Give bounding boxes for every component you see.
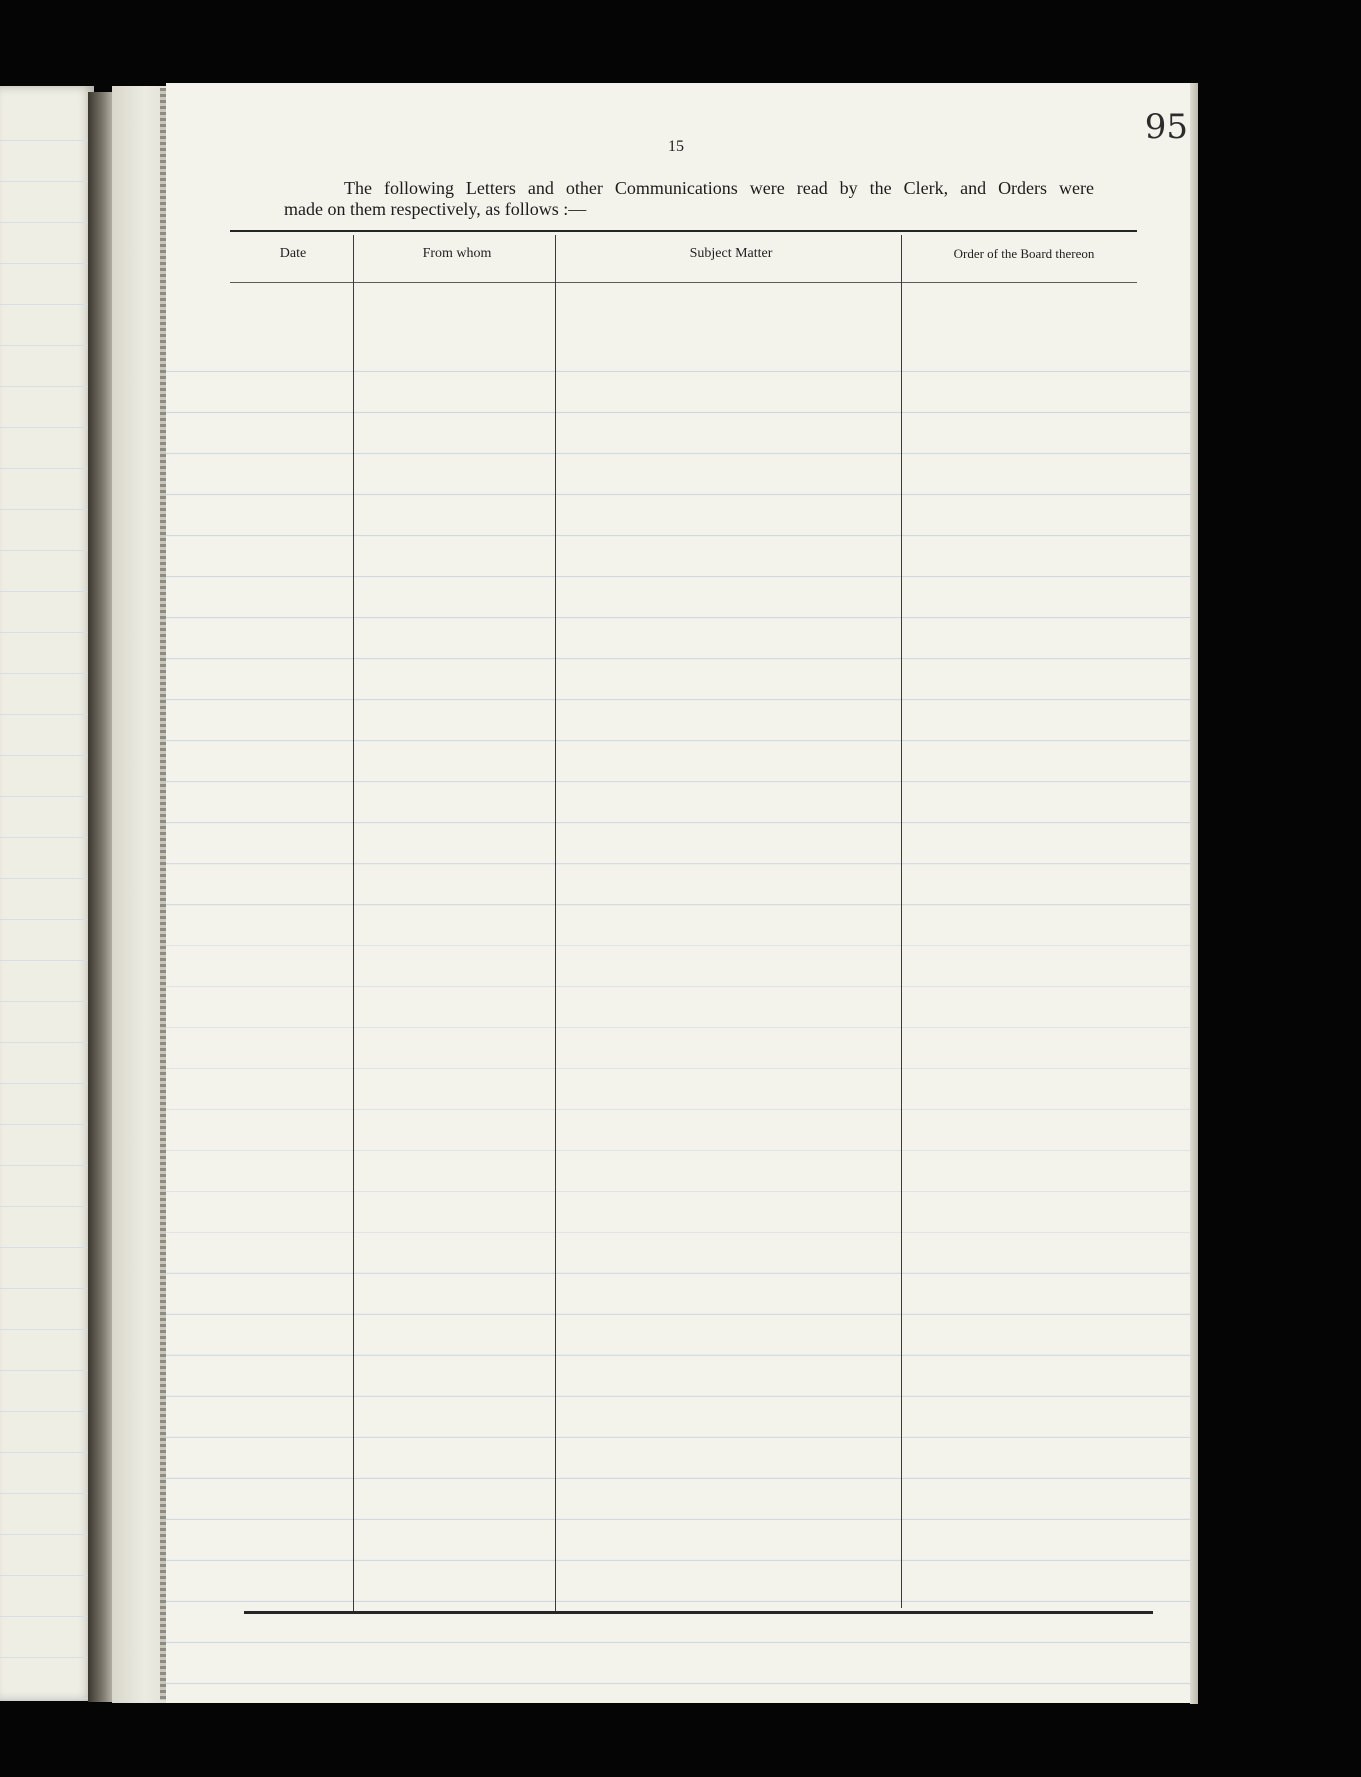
book-gutter (88, 92, 114, 1702)
column-header-date: Date (279, 246, 307, 261)
left-page (0, 86, 94, 1701)
column-header-subject-matter: Subject Matter (689, 246, 773, 261)
column-header-order-of-board: Order of the Board thereon (953, 246, 1095, 261)
minute-book-page (166, 83, 1196, 1703)
intro-line-1: The following Letters and other Communications were read by the Clerk, and Orders were (344, 178, 1094, 198)
intro-text (284, 178, 1094, 220)
column-divider-3 (901, 235, 902, 1608)
column-divider-1 (353, 235, 354, 1611)
column-header-from-whom: From whom (422, 246, 492, 261)
folio-number: 95 (1144, 107, 1188, 147)
left-page-ruling (0, 86, 94, 1701)
column-divider-2 (555, 235, 556, 1613)
ruled-lines (166, 333, 1196, 1693)
page-stub (112, 86, 166, 1703)
page-fore-edge (1190, 83, 1198, 1704)
header-bottom-rule (230, 282, 1137, 283)
table-bottom-rule (244, 1611, 1153, 1614)
table-top-rule (230, 230, 1137, 232)
page-number: 15 (668, 138, 684, 155)
intro-line-2: made on them respectively, as follows :— (284, 199, 587, 219)
